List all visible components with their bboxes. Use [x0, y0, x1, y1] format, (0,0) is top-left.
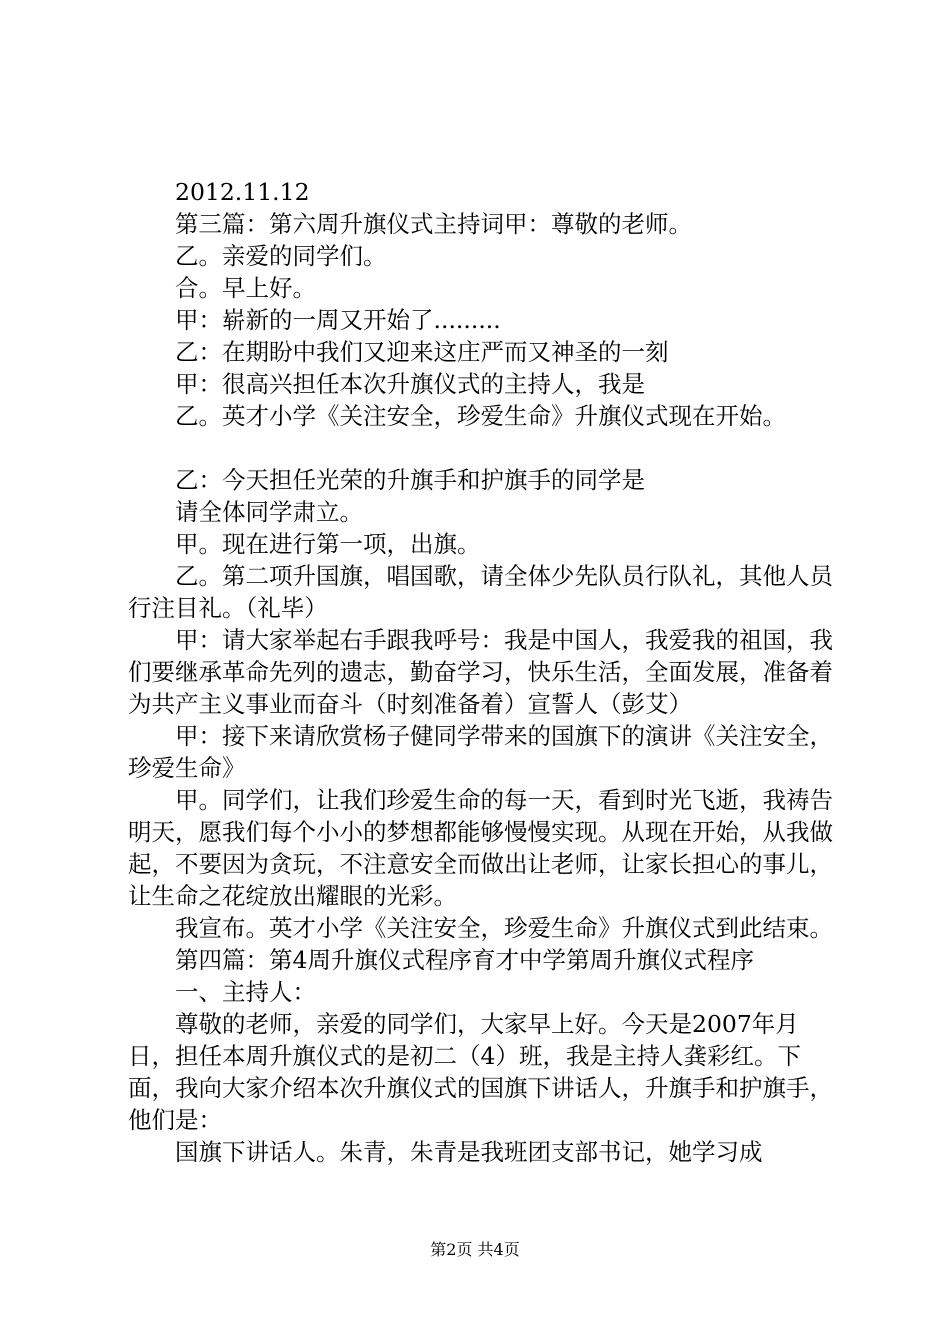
paragraph: 一、主持人： [175, 978, 316, 1006]
paragraph: 国旗下讲话人。朱青，朱青是我班团支部书记，她学习成 [175, 1138, 763, 1166]
paragraph: 乙：在期盼中我们又迎来这庄严而又神圣的一刻 [175, 338, 669, 366]
page-number-footer: 第2页 共4页 [430, 1240, 520, 1259]
paragraph: 甲：请大家举起右手跟我呼号：我是中国人，我爱我的祖国，我们要继承革命先列的遗志，勤奋学习，快乐生活，全面发展，准备着为共产主义事业而奋斗（时刻准备着）宣誓人（彭艾） [128, 626, 833, 718]
paragraph: 乙。第二项升国旗，唱国歌，请全体少先队员行队礼，其他人员行注目礼。（礼毕） [128, 562, 833, 622]
paragraph: 请全体同学肃立。 [175, 498, 363, 526]
paragraph: 我宣布。英才小学《关注安全，珍爱生命》升旗仪式到此结束。 [175, 914, 833, 942]
paragraph: 合。早上好。 [175, 274, 316, 302]
paragraph-date: 2012.11.12 [175, 178, 310, 206]
paragraph: 乙。英才小学《关注安全，珍爱生命》升旗仪式现在开始。 [175, 402, 786, 430]
paragraph: 乙：今天担任光荣的升旗手和护旗手的同学是 [175, 466, 645, 494]
document-body [128, 176, 838, 1168]
paragraph: 第四篇：第4周升旗仪式程序育才中学第周升旗仪式程序 [175, 946, 754, 974]
paragraph: 甲。同学们，让我们珍爱生命的每一天，看到时光飞逝，我祷告明天，愿我们每个小小的梦想都能够慢慢实现。从现在开始，从我做起，不要因为贪玩，不注意安全而做出让老师，让家长担心的事儿，让生命之花绽放出耀眼的光彩。 [128, 786, 833, 910]
paragraph: 甲：崭新的一周又开始了......... [175, 306, 501, 334]
paragraph: 甲。现在进行第一项，出旗。 [175, 530, 481, 558]
paragraph: 甲：接下来请欣赏杨子健同学带来的国旗下的演讲《关注安全，珍爱生命》 [128, 722, 833, 782]
paragraph: 甲：很高兴担任本次升旗仪式的主持人，我是 [175, 370, 645, 398]
paragraph: 尊敬的老师，亲爱的同学们，大家早上好。今天是2007年月日，担任本周升旗仪式的是初二（4）班，我是主持人龚彩红。下面，我向大家介绍本次升旗仪式的国旗下讲话人，升旗手和护旗手，他们是： [128, 1010, 833, 1134]
paragraph: 第三篇：第六周升旗仪式主持词甲：尊敬的老师。 [175, 210, 692, 238]
paragraph: 乙。亲爱的同学们。 [175, 242, 387, 270]
